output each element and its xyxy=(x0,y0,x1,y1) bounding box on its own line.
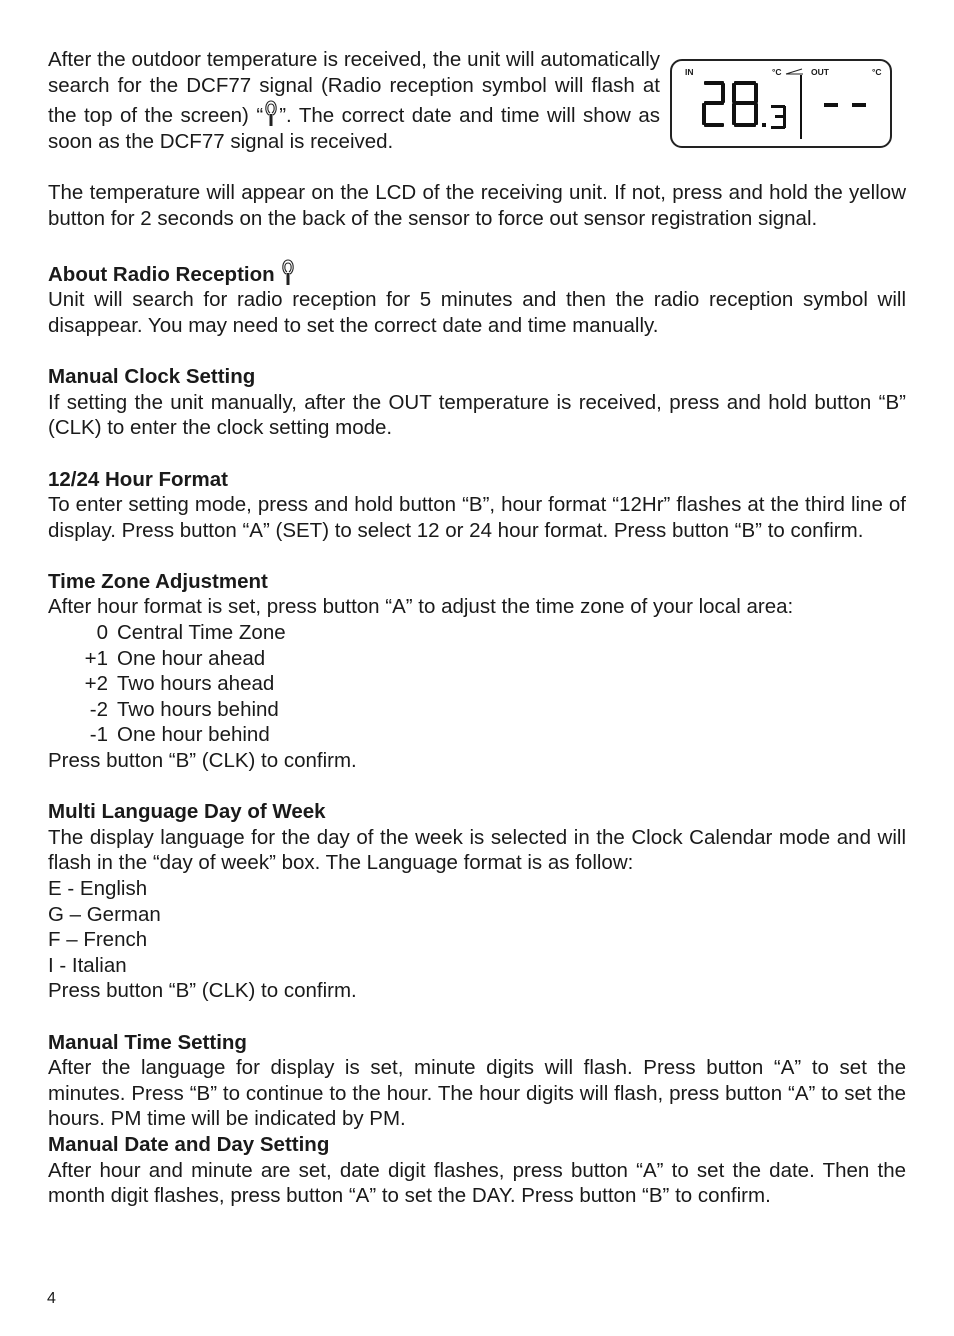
intro-text-end: ”. The correct date and time will show as soon as the DCF77 signal is received. xyxy=(48,104,660,153)
time-zone-label: Two hours behind xyxy=(117,697,279,721)
intro-paragraph xyxy=(48,47,660,154)
time-zone-label: One hour ahead xyxy=(117,646,266,670)
radio-reception-icon xyxy=(280,257,296,287)
time-zone-confirm: Press button “B” (CLK) to confirm. xyxy=(48,749,357,773)
list-item: F – French xyxy=(48,928,148,952)
language-list xyxy=(48,876,906,978)
lcd-in-label: IN xyxy=(685,67,694,77)
list-item xyxy=(48,671,906,697)
intro-section xyxy=(48,47,660,154)
language-text: The display language for the day of the week is selected in the Clock Calendar mode and will flash in the “day of week” box. The Language format is as follow: xyxy=(48,825,906,875)
manual-date-text: After hour and minute are set, date digit flashes, press button “A” to set the date. Then the month digit flashes, press button “A” to set the DAY. Press button “B” to confirm. xyxy=(48,1158,906,1208)
temperature-paragraph: The temperature will appear on the LCD of the receiving unit. If not, press and hold the yellow button for 2 seconds on the back of the sensor to force out sensor registration signal. xyxy=(48,180,906,230)
time-zone-code: -2 xyxy=(89,697,108,721)
radio-reception-text: Unit will search for radio reception for 5 minutes and then the radio reception symbol will disappear. You may need to set the correct date and time manually. xyxy=(48,288,906,337)
time-zone-code: +1 xyxy=(84,646,108,670)
list-item xyxy=(48,722,906,748)
manual-time-text: After the language for display is set, minute digits will flash. Press button “A” to set the minutes. Press “B” to continue to the hour. The hour digits will flash, press button “A” to set the hours. PM time will be indicated by PM. xyxy=(48,1056,906,1131)
time-zone-heading: Time Zone Adjustment xyxy=(48,569,268,593)
language-confirm: Press button “B” (CLK) to confirm. xyxy=(48,979,357,1003)
time-zone-label: Central Time Zone xyxy=(117,621,286,645)
time-zone-text: After hour format is set, press button “A” to adjust the time zone of your local area: xyxy=(48,595,794,619)
list-item: G – German xyxy=(48,902,161,926)
radio-reception-icon xyxy=(263,98,279,128)
radio-reception-heading-text: About Radio Reception xyxy=(48,262,275,286)
hour-format-heading: 12/24 Hour Format xyxy=(48,467,228,491)
manual-date-heading: Manual Date and Day Setting xyxy=(48,1132,330,1156)
list-item xyxy=(48,646,906,672)
manual-clock-heading: Manual Clock Setting xyxy=(48,365,256,389)
manual-page xyxy=(48,47,906,1209)
list-item: E - English xyxy=(48,877,148,900)
time-zone-list xyxy=(48,620,906,748)
hour-format-text: To enter setting mode, press and hold button “B”, hour format “12Hr” flashes at the third line of display. Press button “A” (SET) to select 12 or 24 hour format. Press button “B” to confirm. xyxy=(48,493,906,542)
intro-text-start: After the outdoor temperature is received, the unit will automatically search for the DCF77 signal (Radio reception symbol will flash at the top of the screen) “ xyxy=(48,48,660,128)
lcd-in-unit: °C xyxy=(772,67,782,77)
page-number: 4 xyxy=(47,1290,56,1307)
time-zone-label: One hour behind xyxy=(117,723,270,747)
lcd-out-label: OUT xyxy=(811,67,829,77)
lcd-out-unit: °C xyxy=(872,67,882,77)
list-item xyxy=(48,697,906,723)
list-item xyxy=(48,620,906,646)
time-zone-label: Two hours ahead xyxy=(117,672,275,696)
radio-reception-heading xyxy=(48,257,906,288)
time-zone-code: 0 xyxy=(96,621,108,645)
language-heading: Multi Language Day of Week xyxy=(48,800,326,824)
time-zone-code: -1 xyxy=(89,723,108,747)
time-zone-code: +2 xyxy=(84,672,108,696)
manual-clock-text: If setting the unit manually, after the OUT temperature is received, press and hold button “B” (CLK) to enter the clock setting mode. xyxy=(48,390,906,440)
manual-time-heading: Manual Time Setting xyxy=(48,1030,247,1054)
list-item: I - Italian xyxy=(48,953,127,977)
